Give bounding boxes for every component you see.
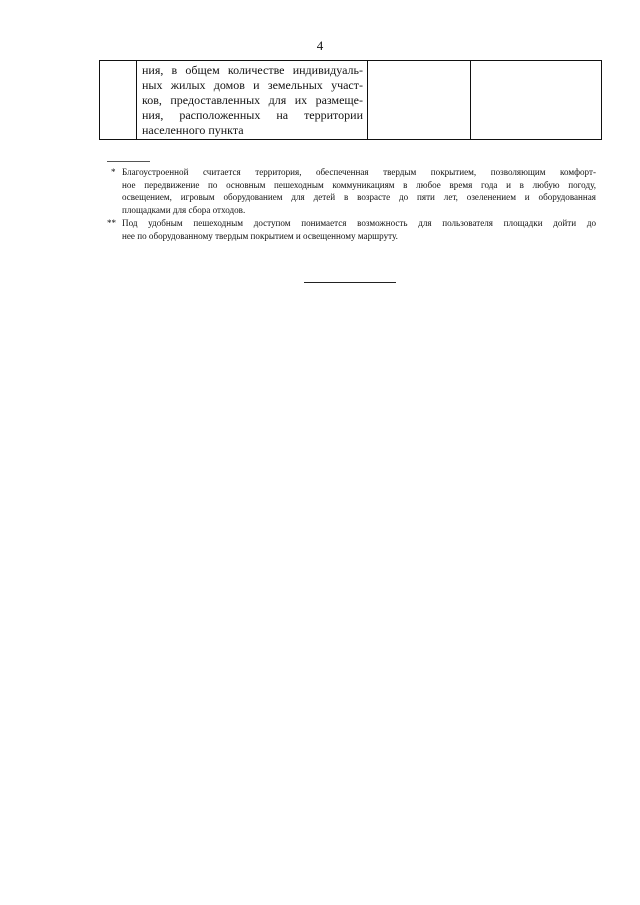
footnote-body [122, 166, 596, 216]
description-line: ния, расположенных на территории [142, 108, 363, 122]
description-line: населенного пункта [142, 123, 244, 137]
footnote-separator [107, 161, 150, 162]
document-end-rule [304, 282, 396, 283]
indicator-description-text [137, 61, 367, 139]
description-line: ков, предоставленных для их размеще- [142, 93, 363, 107]
continuation-table [99, 60, 602, 140]
footnote-mark: ** [107, 218, 117, 228]
indicator-description-cell [137, 61, 368, 140]
value-cell-2 [471, 61, 602, 140]
footnote-body [122, 217, 596, 242]
table-row [100, 61, 602, 140]
value-cell-1 [368, 61, 471, 140]
footnote-line: нее по оборудованному твердым покрытием и освещенному маршруту. [122, 230, 398, 241]
footnote-line: Благоустроенной считается территория, обеспеченная твердым покрытием, позволяющим комфорт- [122, 167, 596, 177]
row-number-cell [100, 61, 137, 140]
page-number: 4 [316, 38, 324, 53]
footnote-line: Под удобным пешеходным доступом понимается возможность для пользователя площадки дойти до [122, 218, 596, 228]
footnote-line: площадками для сбора отходов. [122, 204, 246, 215]
footnote-2 [107, 217, 596, 242]
description-line: ния, в общем количестве индивидуаль- [142, 63, 363, 77]
footnote-line: освещением, игровым оборудованием для детей в возрасте до пяти лет, озеленением и оборудованная [122, 192, 596, 203]
footnote-1 [107, 166, 596, 216]
description-line: ных жилых домов и земельных участ- [142, 78, 363, 92]
footnote-mark: * [111, 167, 116, 177]
footnote-line: ное передвижение по основным пешеходным коммуникациям в любое время года и в любую погоду, [122, 179, 596, 190]
